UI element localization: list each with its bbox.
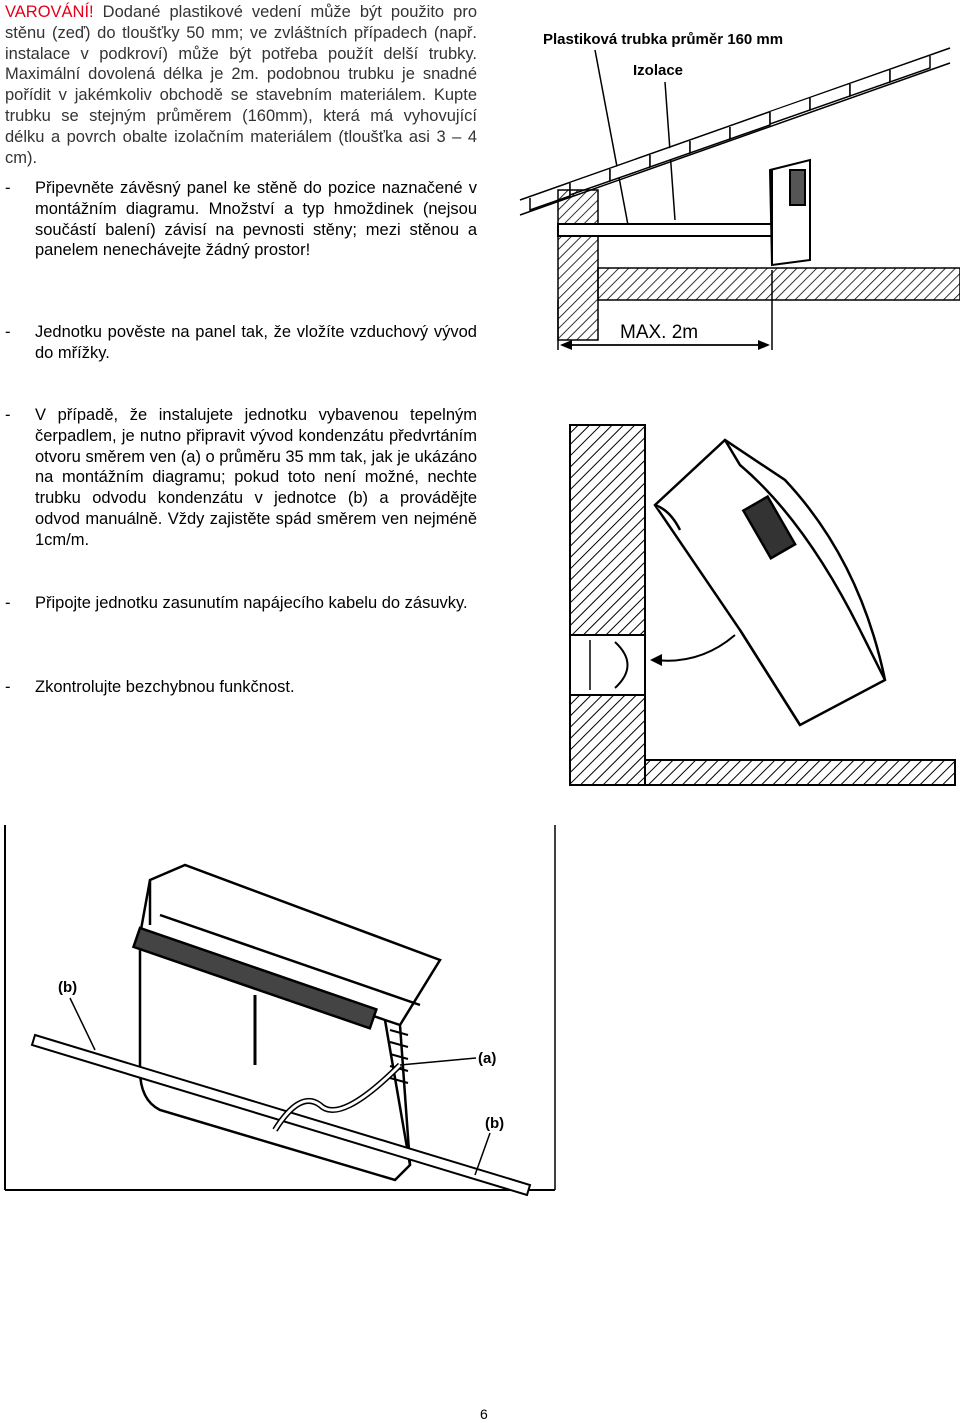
step-3-bullet: - <box>5 406 11 424</box>
insulation-label: Izolace <box>633 62 684 79</box>
pipe-label: Plastiková trubka průměr 160 mm <box>543 31 784 48</box>
warning-text: Dodané plastikové vedení může být použito pro stěnu (zeď) do tloušťky 50 mm; ve zvláštních případech (např. instalace v podkroví) může být potřeba použít delší trubky. Maximální dovolená délka je 2m. podobnou trubku je snadné pořídit v jakémkoliv obchodě se stavebním materiálem. Kupte trubku se stejným průměrem (160mm), která má vyhovující délku a povrch obalte izolačním materiálem (tloušťka asi 3 – 4 cm). <box>5 3 477 167</box>
ac-unit-tilted <box>655 440 885 725</box>
condensate-drain-diagram <box>0 820 600 1220</box>
floor-section <box>645 760 955 785</box>
step-1-text: Připevněte závěsný panel ke stěně do pozice naznačené v montážním diagramu. Množství a typ hmoždinek (nejsou součástí balení) závisí na pevnosti stěny; mezi stěnou a panelem nenechávejte žádný prostor! <box>35 179 477 260</box>
warning-paragraph <box>5 2 477 168</box>
warning-label: VAROVÁNÍ! <box>5 3 94 21</box>
wall-mount-diagram <box>560 420 960 820</box>
step-1-bullet: - <box>5 179 11 197</box>
wall-opening <box>570 635 645 695</box>
label-b-left: (b) <box>58 979 78 996</box>
mount-arrow <box>655 635 735 661</box>
label-a: (a) <box>478 1050 497 1067</box>
ac-unit-front <box>133 865 440 1180</box>
step-4-text: Připojte jednotku zasunutím napájecího kabelu do zásuvky. <box>35 594 468 612</box>
roof-pipe-diagram <box>510 20 960 380</box>
step-5-bullet: - <box>5 678 11 696</box>
max-length-label: MAX. 2m <box>620 322 699 343</box>
left-wall <box>558 190 598 340</box>
label-b-right: (b) <box>485 1115 505 1132</box>
ac-unit <box>770 160 810 265</box>
wall-section <box>570 425 645 785</box>
page-number: 6 <box>480 1406 488 1422</box>
step-4-bullet: - <box>5 594 11 612</box>
pipe <box>558 224 793 236</box>
step-3-text: V případě, že instalujete jednotku vybavenou tepelným čerpadlem, je nutno připravit vývod kondenzátu předvrtáním otvoru směrem ven (a) o průměru 35 mm tak, jak je ukázáno na montážním diagramu; pokud toto není možné, nechte trubku odvodu kondenzátu v jednotce (b) a provádějte odvod manuálně. Vždy zajistěte spád směrem ven nejméně 1cm/m. <box>35 406 478 549</box>
step-2-bullet: - <box>5 323 11 341</box>
step-5-text: Zkontrolujte bezchybnou funkčnost. <box>35 678 295 696</box>
ceiling-slab <box>598 268 960 300</box>
step-2-text: Jednotku pověste na panel tak, že vložíte vzduchový vývod do mřížky. <box>35 323 477 362</box>
